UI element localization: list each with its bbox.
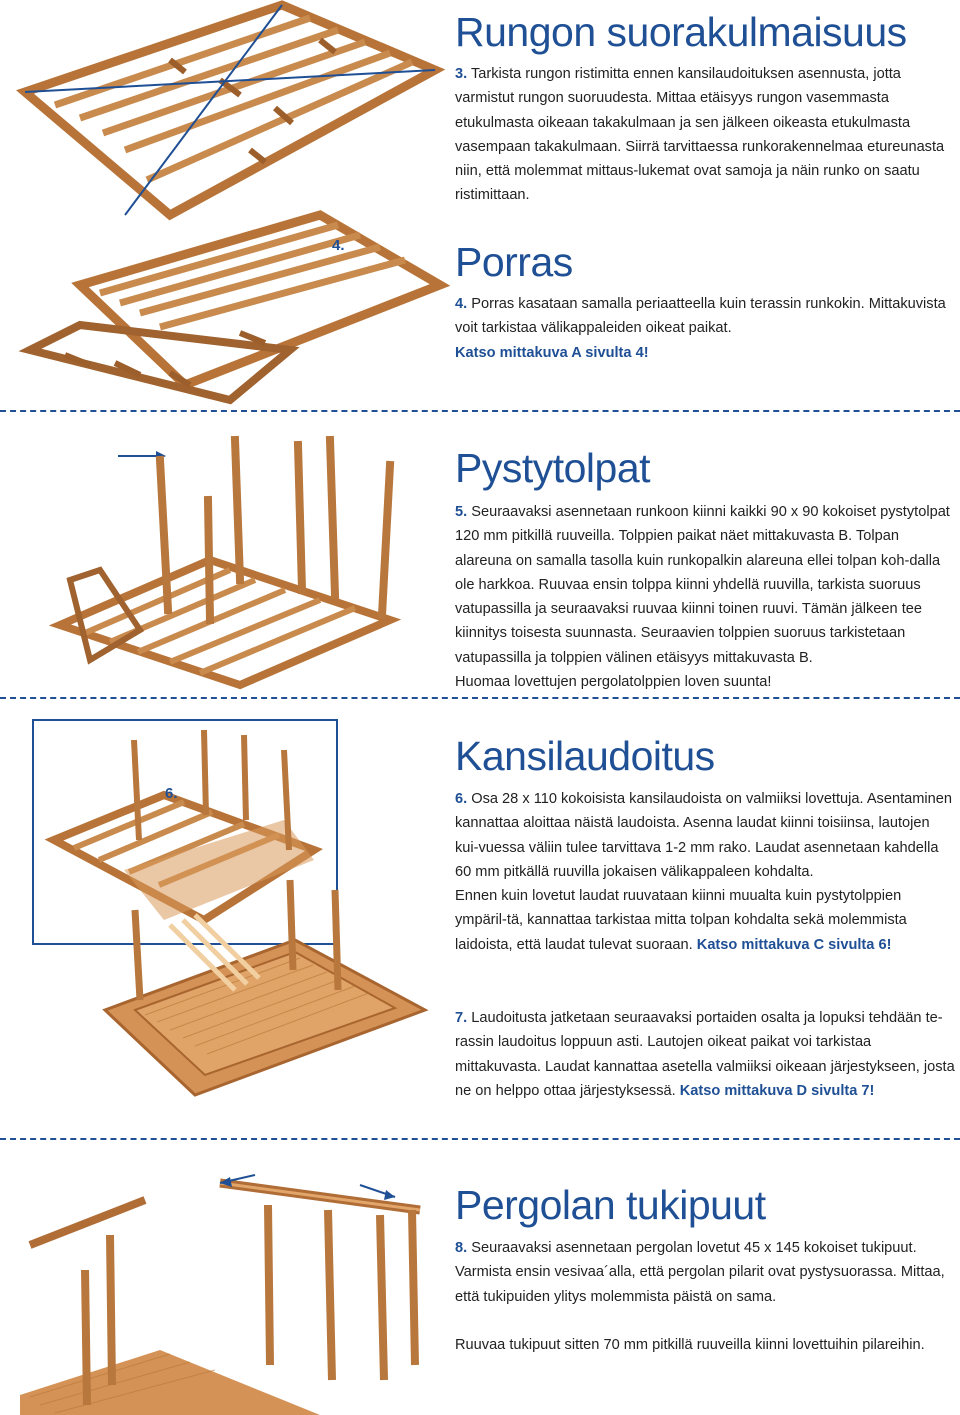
step-text: Seuraavaksi asennetaan pergolan lovetut 45 x 145 kokoiset tukipuut. Varmista ensin vesivaa´alla, että pergolan pilarit ovat pystysuorassa. Mittaa, että tukipuiden ylitys molemmista päistä on sama. [455, 1240, 945, 1305]
step-text: Laudoitusta jatketaan seuraavaksi portaiden osalta ja lopuksi tehdään te-rassin laudoitus loppuun asti. Lautojen oikeat paikat voi tarkistaa mittakuvasta. Laudat kannattaa asetella valmiiksi oikeaan järjestykseen, josta ne on helppo ottaa järjestyksessä. [455, 1010, 955, 1099]
step-badge-6: 6. [165, 785, 178, 802]
step-text-2: Ennen kuin lovetut laudat ruuvataan kiinni muualta kuin pystytolppien ympäril-tä, kannattaa tarkistaa mitta tolpan kohdalta sekä molemmista laidoista, että laudat tulevat suoraan. [455, 888, 907, 953]
posts-note: Huomaa lovettujen pergolatolppien loven suunta! [455, 674, 772, 691]
see-figure-link[interactable]: Katso mittakuva C sivulta 6! [696, 936, 892, 953]
section-divider [0, 697, 960, 699]
section-text-posts [455, 500, 955, 694]
section-text-step7 [455, 1006, 955, 1103]
step-text: Porras kasataan samalla periaatteella kuin terassin runkokin. Mittakuvista voit tarkistaa välikappaleiden oikeat paikat. [455, 296, 946, 337]
step-number: 3. [455, 66, 468, 82]
section-divider [0, 1138, 960, 1140]
section-divider [0, 410, 960, 412]
section-title-pergola: Pergolan tukipuut [455, 1182, 766, 1228]
section-text-decking [455, 787, 955, 957]
section-text-pergola-2: Ruuvaa tukipuut sitten 70 mm pitkillä ruuveilla kiinni lovettuihin pilareihin. [455, 1337, 925, 1353]
step-text: Osa 28 x 110 kokoisista kansilaudoista on valmiiksi lovettuja. Asentaminen kannattaa aloittaa näistä laudoista. Asenna laudat kiinni toisiinsa, lautojen kui-vuessa väliin tulee tarvittava 1-2 mm rako. Laudat asennetaan kahdella 60 mm pitkällä ruuvilla jokaisen välikappaleen kohdalta. [455, 791, 953, 880]
see-figure-link[interactable]: Katso mittakuva A sivulta 4! [455, 344, 649, 361]
section-title-posts: Pystytolpat [455, 445, 651, 491]
step-number: 7. [455, 1010, 468, 1026]
section-text-step [455, 292, 955, 365]
pergola-illustration [20, 1165, 440, 1415]
step-frame-illustration [20, 215, 460, 405]
step-number: 5. [455, 504, 468, 520]
step-number: 8. [455, 1240, 468, 1256]
step-number: 4. [455, 296, 468, 312]
section-text-square [455, 62, 955, 208]
step-number: 6. [455, 791, 468, 807]
decking-boards-illustration [95, 880, 445, 1100]
see-figure-link[interactable]: Katso mittakuva D sivulta 7! [679, 1082, 875, 1099]
frame-square-illustration [20, 0, 460, 230]
section-title-step: Porras [455, 239, 573, 285]
step-badge-4: 4. [332, 237, 345, 254]
step-text: Tarkista rungon ristimitta ennen kansilaudoituksen asennusta, jotta varmistut rungon suoruudesta. Mittaa etäisyys rungon vasemmasta etukulmasta oikeaan takakulmaan ja sen jälkeen oikeasta etukulmasta vasempaan takakulmaan. Siirrä tarvittaessa runkorakennelmaa etureunasta niin, että molemmat mittaus-lukemat ovat samoja ja näin runko on saatu ristimittaan. [455, 66, 945, 204]
section-text-pergola [455, 1236, 955, 1309]
step-text: Seuraavaksi asennetaan runkoon kiinni kaikki 90 x 90 kokoiset pystytolpat 120 mm pitkillä ruuveilla. Tolppien paikat näet mittakuvasta B. Tolpan alareuna on samalla tasolla kuin runkopalkin alareuna ellei tolpan koh-dalla ole harkkoa. Ruuvaa ensin tolppa kiinni yhdellä ruuvilla, tarkista suoruus vatupassilla ja seuraavaksi ruuvaa kiinni toinen ruuvi. Tämän jälkeen tee kiinnitys toisesta suunnasta. Seuraavien tolppien suoruus tarkistetaan vatupassilla ja tolppien välinen etäisyys mittakuvasta B. [455, 504, 950, 666]
section-title-decking: Kansilaudoitus [455, 733, 715, 779]
section-title-square: Rungon suorakulmaisuus [455, 9, 907, 55]
posts-illustration [60, 430, 390, 690]
